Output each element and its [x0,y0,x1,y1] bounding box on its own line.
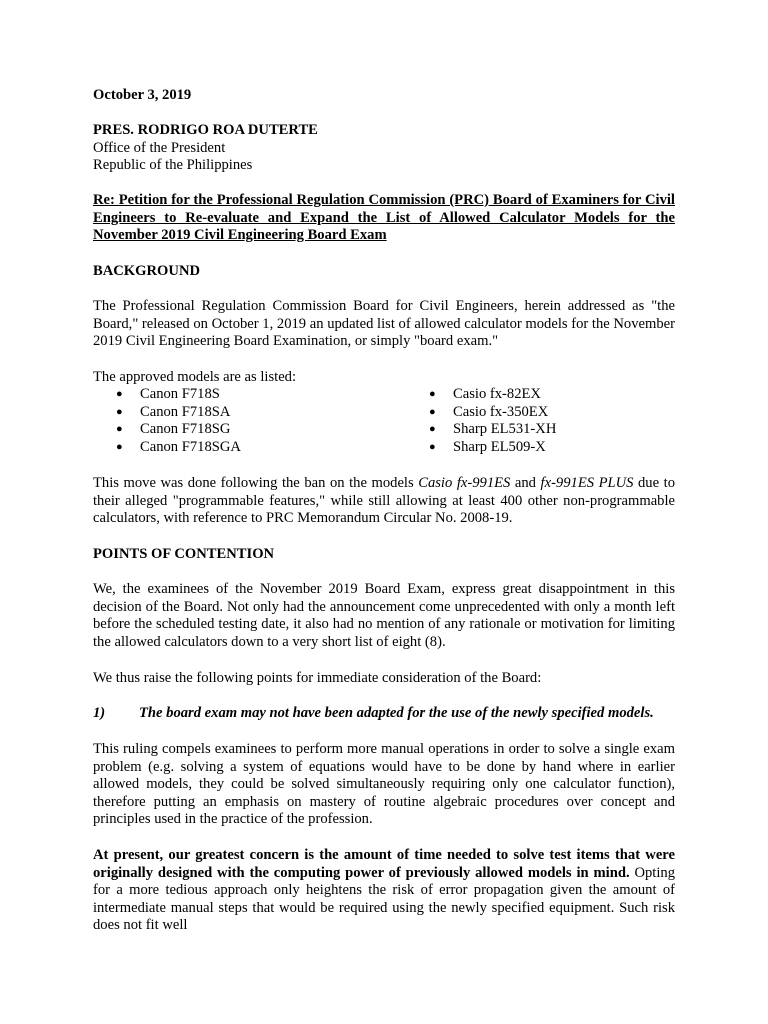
bullet-icon: ● [116,406,123,418]
bullet-icon: ● [429,406,436,418]
model-name: Canon F718S [140,386,220,402]
ruling-paragraph: This ruling compels examinees to perform more manual operations in order to solve a single exam problem (e.g. solving a system of equations would have to be done by hand where in earlier allowed models, they could be solved simultaneously requiring only one calculator function), therefore putting an emphasis on mastery of routine algebraic procedures over concept and principles used in the practice of the profession. [93,741,675,828]
model-name: Casio fx-82EX [453,386,541,402]
concern-text: Opting for a more tedious approach only heightens the risk of error propagation given the amount of intermediate manual steps that would be required using the newly specified equipment. Such risk does not fit well [93,864,676,934]
background-heading: BACKGROUND [93,263,201,279]
model-name: Sharp EL531-XH [453,421,557,437]
background-paragraph: The Professional Regulation Commission Board for Civil Engineers, herein addressed as "the Board," released on October 1, 2019 an updated list of allowed calculator models for the November 2019 Civil Engineering Board Examination, or simply "board exam." [93,298,675,350]
point-number: 1) [93,705,106,721]
model-name: Casio fx-350EX [453,404,549,420]
contention-paragraph: We, the examinees of the November 2019 Board Exam, express great disappointment in this decision of the Board. Not only had the announcement come unprecedented with only a month left before the scheduled testing date, it also had no mention of any rationale or motivation for limiting the allowed calculators down to a very short list of eight (8). [93,581,675,650]
banned-model: Casio fx-991ES [418,475,511,491]
points-intro: We thus raise the following points for immediate consideration of the Board: [93,670,542,686]
concern-emphasis: At present, our greatest concern is the amount of time needed to solve test items that were originally designed with the computing power of previously allowed models in mind. [93,847,675,881]
letter-date: October 3, 2019 [93,87,192,103]
addressee-block [93,122,675,175]
model-name: Canon F718SGA [140,439,241,455]
point-1-heading [93,705,675,723]
bullet-icon: ● [116,441,123,453]
bullet-icon: ● [429,423,436,435]
ban-paragraph [93,475,675,528]
addressee-country: Republic of the Philippines [93,157,253,174]
model-name: Canon F718SG [140,421,231,437]
addressee-office: Office of the President [93,139,226,156]
ban-text: This move was done following the ban on the models [93,475,419,491]
models-intro: The approved models are as listed: [93,369,297,385]
concern-paragraph [93,847,675,935]
point-title: The board exam may not have been adapted for the use of the newly specified models. [139,705,654,721]
subject-line: Re: Petition for the Professional Regulation Commission (PRC) Board of Examiners for Civil Engineers to Re-evaluate and Expand the List of Allowed Calculator Models for the November 2019 Civil Engineering Board Exam [93,192,675,244]
ban-text: due to their alleged "programmable features," while still allowing at least 400 other non-programmable calculators, with reference to PRC Memorandum Circular No. 2008-19. [93,475,675,527]
model-name: Sharp EL509-X [453,439,546,455]
banned-model: fx-991ES PLUS [540,475,634,491]
contention-heading: POINTS OF CONTENTION [93,546,275,562]
bullet-icon: ● [429,388,436,400]
ban-text: and [510,475,541,491]
addressee-name: PRES. RODRIGO ROA DUTERTE [93,122,318,138]
bullet-icon: ● [116,423,123,435]
model-name: Canon F718SA [140,404,231,420]
bullet-icon: ● [429,441,436,453]
bullet-icon: ● [116,388,123,400]
